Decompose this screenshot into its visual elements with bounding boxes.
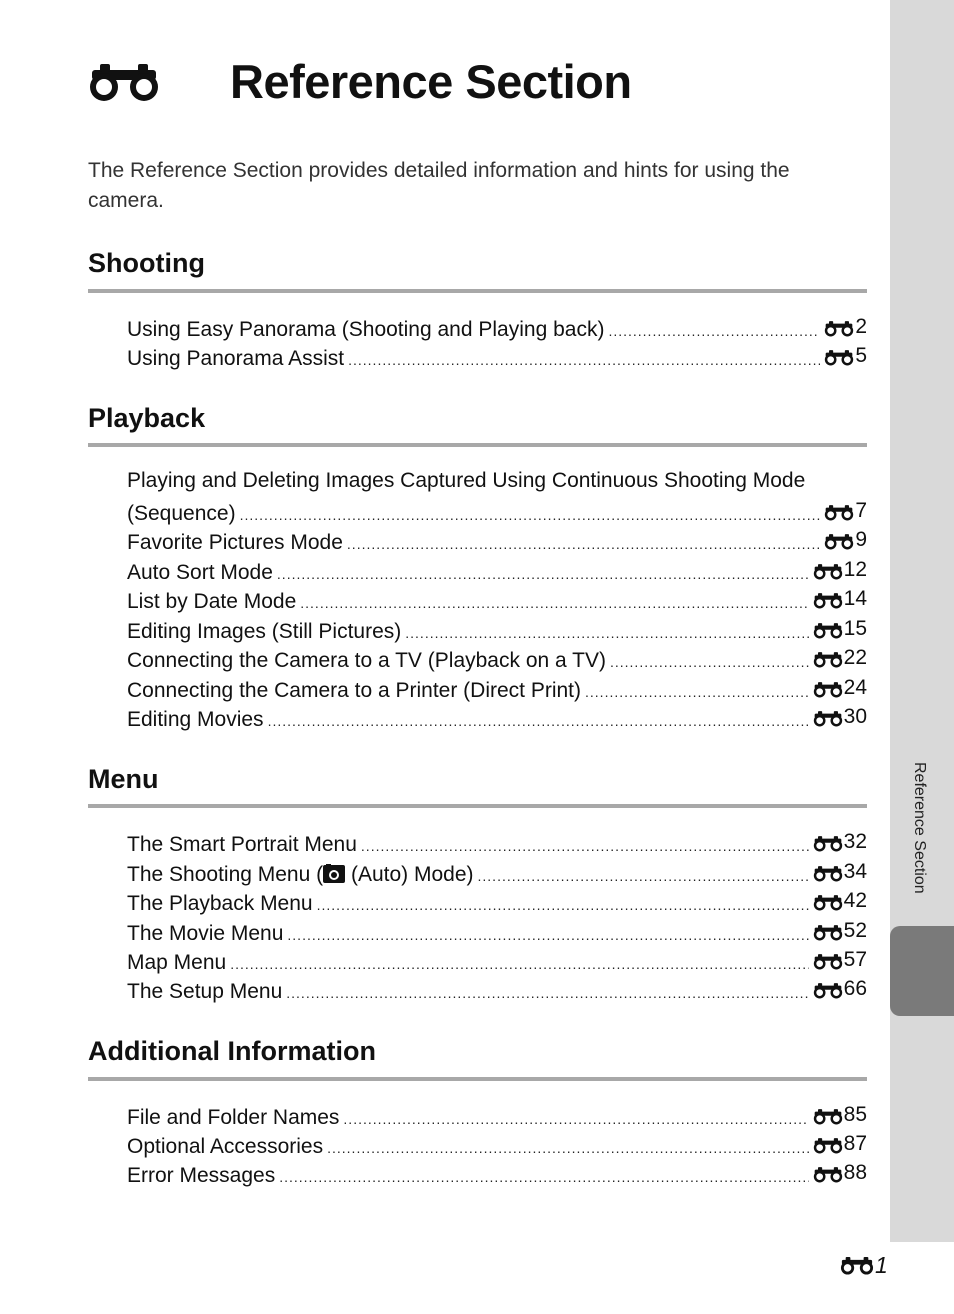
toc-entry-text: Auto Sort Mode bbox=[127, 561, 273, 584]
reference-binoculars-icon bbox=[824, 533, 854, 551]
side-section-label: Reference Section bbox=[911, 762, 928, 894]
toc-entry-text: Map Menu bbox=[127, 951, 227, 974]
toc-entry[interactable] bbox=[127, 341, 867, 371]
reference-binoculars-icon bbox=[813, 1137, 843, 1155]
toc-entry[interactable] bbox=[127, 827, 867, 857]
section-divider bbox=[88, 1077, 867, 1081]
reference-binoculars-icon bbox=[824, 320, 854, 338]
toc-entry-text: Connecting the Camera to a TV (Playback on a TV) bbox=[127, 649, 606, 672]
toc-entry-page: 34 bbox=[843, 860, 867, 883]
toc-entry-page: 32 bbox=[843, 830, 867, 853]
toc-entry-page: 85 bbox=[843, 1103, 867, 1126]
toc-entry-page: 52 bbox=[843, 919, 867, 942]
toc-entry-text: The Playback Menu bbox=[127, 892, 313, 915]
toc-entry[interactable] bbox=[127, 1158, 867, 1188]
toc-entry[interactable] bbox=[127, 525, 867, 555]
toc-entry-page: 12 bbox=[843, 558, 867, 581]
section-title-menu: Menu bbox=[88, 764, 159, 794]
reference-binoculars-icon bbox=[813, 651, 843, 669]
toc-entry-text: Error Messages bbox=[127, 1164, 276, 1187]
reference-binoculars-icon bbox=[813, 1108, 843, 1126]
toc-entry-page: 14 bbox=[843, 587, 867, 610]
toc-entry-text: Using Panorama Assist bbox=[127, 347, 345, 370]
toc-entry-page: 42 bbox=[843, 889, 867, 912]
toc-entry-text: The Smart Portrait Menu bbox=[127, 833, 357, 856]
dot-leader bbox=[268, 706, 809, 736]
toc-entry-text: Editing Images (Still Pictures) bbox=[127, 620, 402, 643]
side-thumb-tab bbox=[890, 0, 954, 1242]
reference-binoculars-icon bbox=[824, 349, 854, 367]
toc-entry-page: 30 bbox=[843, 705, 867, 728]
page-footer bbox=[840, 1252, 888, 1279]
toc-entry-text: (Sequence) bbox=[127, 502, 236, 525]
toc-entry-text: The Movie Menu bbox=[127, 922, 284, 945]
toc-entry[interactable] bbox=[127, 643, 867, 673]
reference-binoculars-icon bbox=[813, 982, 843, 1000]
reference-binoculars-icon bbox=[813, 865, 843, 883]
toc-entry-page: 2 bbox=[855, 315, 867, 338]
toc-entry-text: The Setup Menu bbox=[127, 980, 283, 1003]
toc-entry-text: The Shooting Menu ( bbox=[127, 863, 324, 886]
camera-icon bbox=[323, 864, 345, 883]
toc-entry-text: Connecting the Camera to a Printer (Direct Print) bbox=[127, 679, 582, 702]
dot-leader bbox=[348, 345, 820, 375]
toc-entry[interactable] bbox=[127, 1100, 867, 1130]
section-title-additional-information: Additional Information bbox=[88, 1036, 376, 1066]
toc-entry-page: 24 bbox=[843, 676, 867, 699]
toc-entry[interactable] bbox=[127, 945, 867, 975]
toc-entry-text: Editing Movies bbox=[127, 708, 264, 731]
toc-entry[interactable] bbox=[127, 312, 867, 342]
toc-entry-text: Favorite Pictures Mode bbox=[127, 531, 343, 554]
reference-binoculars-icon bbox=[813, 894, 843, 912]
reference-binoculars-icon bbox=[824, 504, 854, 522]
toc-entry[interactable] bbox=[127, 584, 867, 614]
side-thumb-tab-marker bbox=[890, 926, 954, 1016]
reference-binoculars-icon bbox=[813, 1166, 843, 1184]
toc-entry-page: 9 bbox=[855, 528, 867, 551]
reference-binoculars-icon bbox=[813, 924, 843, 942]
toc-entry-text: List by Date Mode bbox=[127, 590, 297, 613]
toc-entry[interactable] bbox=[127, 886, 867, 916]
reference-binoculars-icon bbox=[813, 953, 843, 971]
toc-entry[interactable] bbox=[127, 673, 867, 703]
section-divider bbox=[88, 289, 867, 293]
reference-binoculars-icon bbox=[813, 622, 843, 640]
toc-entry[interactable] bbox=[127, 974, 867, 1004]
toc-entry[interactable] bbox=[127, 496, 867, 526]
toc-entry-page: 87 bbox=[843, 1132, 867, 1155]
page-number: 1 bbox=[875, 1252, 888, 1278]
toc-entry[interactable] bbox=[127, 614, 867, 644]
section-title-shooting: Shooting bbox=[88, 248, 205, 278]
reference-binoculars-icon bbox=[840, 1256, 874, 1276]
toc-entry[interactable] bbox=[127, 857, 867, 887]
reference-binoculars-icon bbox=[813, 710, 843, 728]
toc-entry-page: 5 bbox=[855, 344, 867, 367]
toc-entry-text: (Auto) Mode) bbox=[345, 863, 474, 886]
reference-binoculars-icon bbox=[813, 835, 843, 853]
dot-leader bbox=[286, 978, 808, 1008]
page-title: Reference Section bbox=[230, 55, 632, 108]
reference-binoculars-icon bbox=[813, 563, 843, 581]
toc-entry-page: 15 bbox=[843, 617, 867, 640]
toc-entry-page: 57 bbox=[843, 948, 867, 971]
section-divider bbox=[88, 804, 867, 808]
toc-entry-page: 22 bbox=[843, 646, 867, 669]
toc-entry-page: 7 bbox=[855, 499, 867, 522]
toc-entry[interactable] bbox=[127, 916, 867, 946]
toc-entry-text: Using Easy Panorama (Shooting and Playing back) bbox=[127, 318, 605, 341]
toc-entry-page: 88 bbox=[843, 1161, 867, 1184]
dot-leader bbox=[279, 1162, 808, 1192]
toc-entry-text: Optional Accessories bbox=[127, 1135, 324, 1158]
reference-binoculars-icon bbox=[813, 681, 843, 699]
reference-binoculars-icon bbox=[813, 592, 843, 610]
section-title-playback: Playback bbox=[88, 403, 206, 433]
toc-entry[interactable] bbox=[127, 1129, 867, 1159]
toc-entry-text: File and Folder Names bbox=[127, 1106, 340, 1129]
intro-paragraph: The Reference Section provides detailed information and hints for using the camera. bbox=[88, 159, 790, 212]
toc-entry-page: 66 bbox=[843, 977, 867, 1000]
section-divider bbox=[88, 443, 867, 447]
toc-entry-first-line[interactable]: Playing and Deleting Images Captured Using Continuous Shooting Mode bbox=[127, 469, 806, 492]
toc-entry[interactable] bbox=[127, 702, 867, 732]
binoculars-icon bbox=[88, 62, 160, 104]
toc-entry[interactable] bbox=[127, 555, 867, 585]
